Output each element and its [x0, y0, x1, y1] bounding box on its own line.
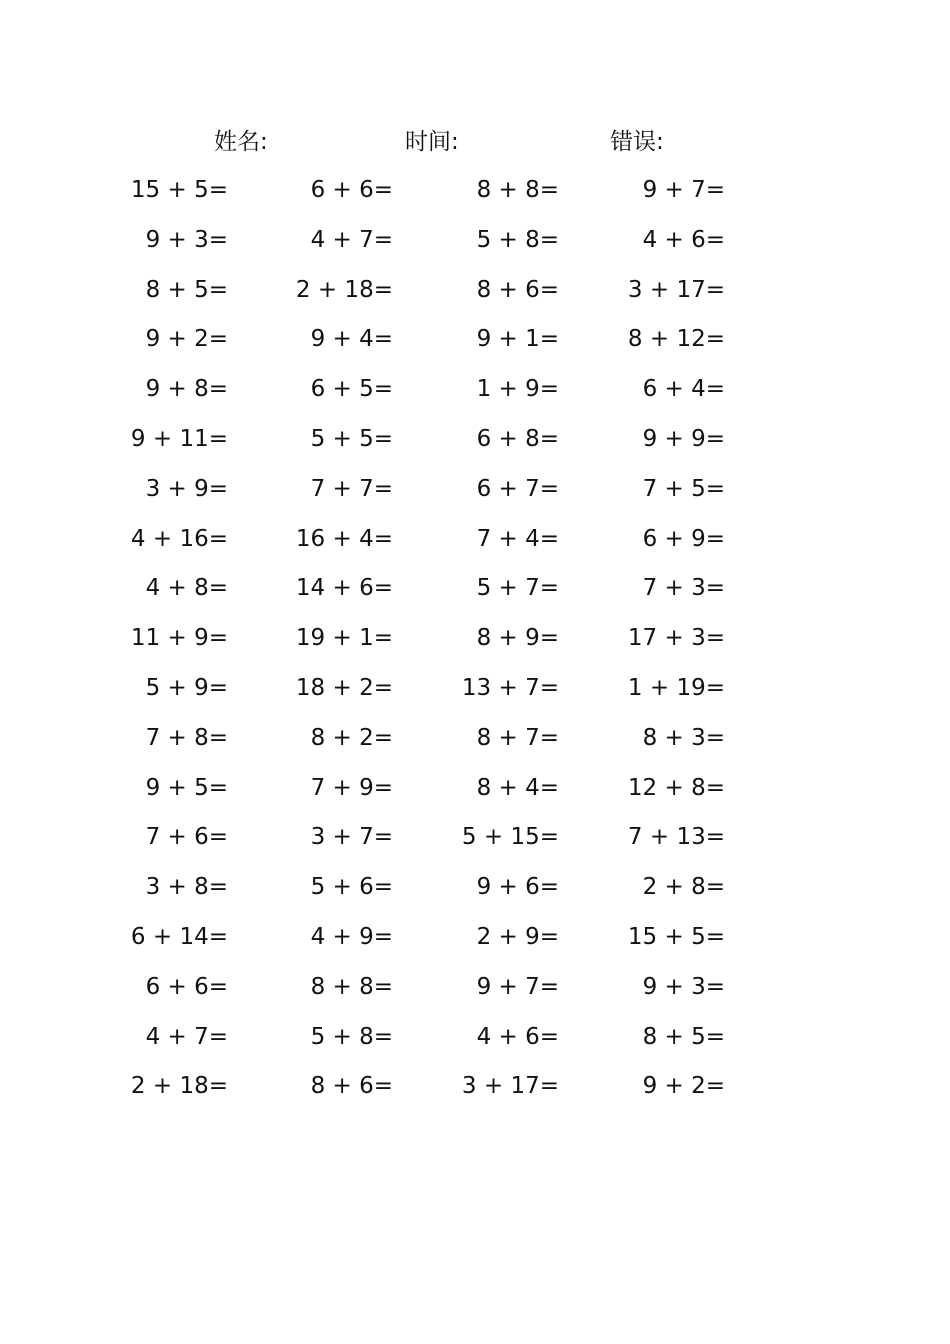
- problem-row: [0, 421, 950, 471]
- addition-problem: 4 + 8=: [145, 575, 228, 602]
- addition-problem: 12 + 8=: [627, 774, 725, 801]
- addition-problem: 8 + 4=: [476, 774, 559, 801]
- addition-problem: 19 + 1=: [295, 625, 393, 652]
- problem-row: [0, 720, 950, 770]
- errors-label: 错误:: [610, 129, 664, 155]
- addition-problem: 6 + 6=: [310, 177, 393, 203]
- addition-problem: 1 + 9=: [476, 376, 559, 403]
- addition-problem: 3 + 9=: [145, 475, 228, 502]
- addition-problem: 2 + 8=: [642, 874, 725, 901]
- problem-row: [0, 222, 950, 272]
- addition-problem: 5 + 9=: [145, 674, 228, 701]
- addition-problem: 5 + 8=: [310, 1023, 393, 1050]
- problem-row: [0, 620, 950, 670]
- addition-problem: 7 + 9=: [310, 774, 393, 801]
- addition-problem: 8 + 7=: [476, 724, 559, 751]
- addition-problem: 17 + 3=: [627, 625, 725, 652]
- addition-problem: 9 + 3=: [145, 226, 228, 253]
- time-label: 时间:: [405, 129, 459, 155]
- addition-problem: 5 + 6=: [310, 874, 393, 901]
- addition-problem: 9 + 9=: [642, 425, 725, 452]
- addition-problem: 8 + 6=: [310, 1073, 393, 1100]
- addition-problem: 4 + 9=: [310, 923, 393, 950]
- addition-problem: 4 + 7=: [145, 1023, 228, 1050]
- worksheet-header: [0, 124, 950, 160]
- problem-row: [0, 272, 950, 322]
- addition-problem: 9 + 5=: [145, 774, 228, 801]
- addition-problem: 6 + 5=: [310, 376, 393, 403]
- addition-problem: 15 + 5=: [627, 923, 725, 950]
- addition-problem: 7 + 3=: [642, 575, 725, 602]
- addition-problem: 9 + 7=: [642, 177, 725, 203]
- addition-problem: 3 + 7=: [310, 824, 393, 851]
- problem-row: [0, 969, 950, 1019]
- problem-row: [0, 321, 950, 371]
- problem-row: [0, 1019, 950, 1069]
- addition-problem: 11 + 9=: [130, 625, 228, 652]
- addition-problem: 2 + 18=: [130, 1073, 228, 1100]
- addition-problem: 9 + 8=: [145, 376, 228, 403]
- addition-problem: 9 + 1=: [476, 326, 559, 353]
- addition-problem: 8 + 9=: [476, 625, 559, 652]
- addition-problem: 9 + 7=: [476, 973, 559, 1000]
- addition-problem: 6 + 7=: [476, 475, 559, 502]
- addition-problem: 1 + 19=: [627, 674, 725, 701]
- addition-problem: 16 + 4=: [295, 525, 393, 552]
- addition-problem: 8 + 12=: [627, 326, 725, 353]
- addition-problem: 7 + 7=: [310, 475, 393, 502]
- addition-problem: 6 + 8=: [476, 425, 559, 452]
- addition-problem: 13 + 7=: [461, 674, 559, 701]
- addition-problem: 9 + 11=: [130, 425, 228, 452]
- addition-problem: 6 + 4=: [642, 376, 725, 403]
- addition-problem: 5 + 8=: [476, 226, 559, 253]
- problem-row: [0, 1068, 950, 1118]
- addition-problem: 6 + 9=: [642, 525, 725, 552]
- name-label: 姓名:: [214, 129, 268, 155]
- addition-problem: 14 + 6=: [295, 575, 393, 602]
- addition-problem: 7 + 6=: [145, 824, 228, 851]
- addition-problem: 8 + 3=: [642, 724, 725, 751]
- addition-problem: 7 + 8=: [145, 724, 228, 751]
- addition-problem: 4 + 6=: [642, 226, 725, 253]
- problem-row: [0, 770, 950, 820]
- addition-problem: 3 + 17=: [461, 1073, 559, 1100]
- addition-problem: 7 + 4=: [476, 525, 559, 552]
- problem-grid: [0, 172, 950, 1118]
- addition-problem: 3 + 8=: [145, 874, 228, 901]
- addition-problem: 5 + 7=: [476, 575, 559, 602]
- addition-problem: 5 + 5=: [310, 425, 393, 452]
- problem-row: [0, 869, 950, 919]
- addition-problem: 4 + 7=: [310, 226, 393, 253]
- addition-problem: 8 + 8=: [476, 177, 559, 203]
- addition-problem: 15 + 5=: [130, 177, 228, 203]
- problem-row: [0, 670, 950, 720]
- problem-row: [0, 471, 950, 521]
- addition-problem: 9 + 2=: [145, 326, 228, 353]
- addition-problem: 4 + 6=: [476, 1023, 559, 1050]
- addition-problem: 7 + 13=: [627, 824, 725, 851]
- problem-row: [0, 819, 950, 869]
- addition-problem: 8 + 2=: [310, 724, 393, 751]
- addition-problem: 7 + 5=: [642, 475, 725, 502]
- addition-problem: 3 + 17=: [627, 276, 725, 303]
- addition-problem: 5 + 15=: [461, 824, 559, 851]
- problem-row: [0, 521, 950, 571]
- problem-row: [0, 919, 950, 969]
- addition-problem: 6 + 6=: [145, 973, 228, 1000]
- addition-problem: 2 + 18=: [295, 276, 393, 303]
- addition-problem: 9 + 4=: [310, 326, 393, 353]
- problem-row: [0, 371, 950, 421]
- addition-problem: 9 + 6=: [476, 874, 559, 901]
- addition-problem: 8 + 5=: [145, 276, 228, 303]
- addition-problem: 8 + 6=: [476, 276, 559, 303]
- addition-problem: 9 + 3=: [642, 973, 725, 1000]
- addition-problem: 4 + 16=: [130, 525, 228, 552]
- addition-problem: 8 + 5=: [642, 1023, 725, 1050]
- addition-problem: 9 + 2=: [642, 1073, 725, 1100]
- addition-problem: 2 + 9=: [476, 923, 559, 950]
- addition-problem: 8 + 8=: [310, 973, 393, 1000]
- problem-row: [0, 570, 950, 620]
- addition-problem: 18 + 2=: [295, 674, 393, 701]
- problem-row: [0, 172, 950, 222]
- addition-problem: 6 + 14=: [130, 923, 228, 950]
